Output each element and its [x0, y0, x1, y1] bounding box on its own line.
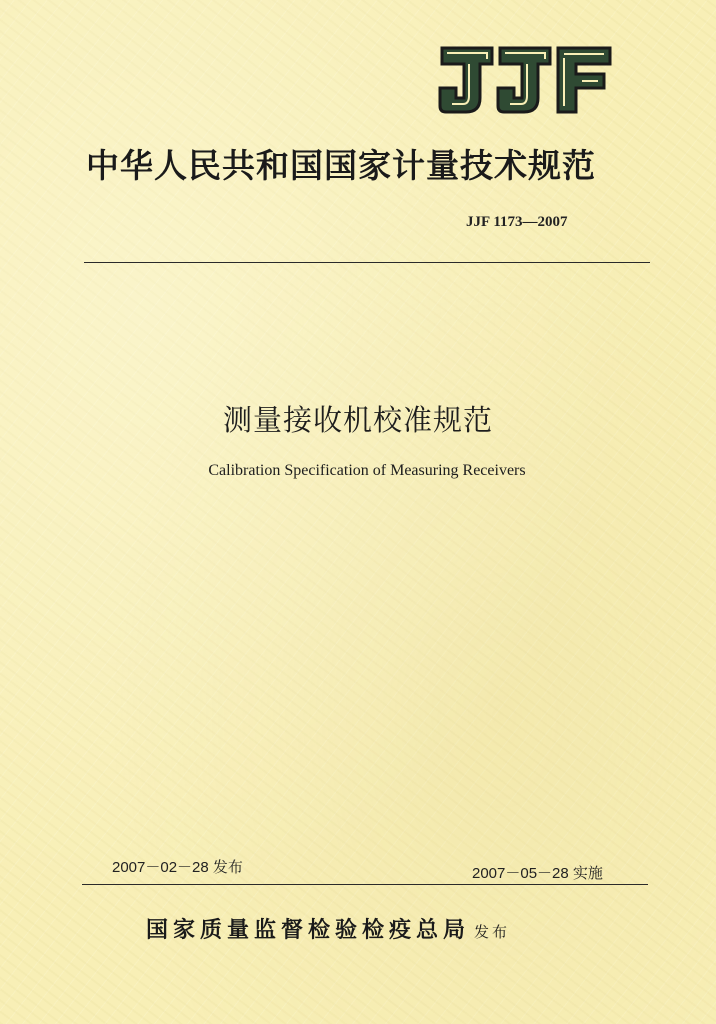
jjf-logo: [436, 44, 614, 116]
authority-title: 中华人民共和国国家计量技术规范: [86, 146, 596, 185]
top-divider: [84, 262, 650, 263]
issuer-suffix: 发布: [474, 923, 511, 941]
jjf-logo-graphic: [436, 44, 614, 116]
issuer: [146, 913, 510, 944]
issuer-name: 国家质量监督检验检疫总局: [146, 917, 471, 943]
title-english: Calibration Specification of Measuring Receivers: [208, 462, 526, 479]
bottom-divider: [82, 884, 648, 885]
issue-date: 2007－02－28 发布: [112, 859, 243, 876]
standard-code: JJF 1173—2007: [466, 214, 568, 230]
implementation-date: 2007－05－28 实施: [472, 865, 603, 882]
title-chinese: 测量接收机校准规范: [222, 403, 493, 437]
